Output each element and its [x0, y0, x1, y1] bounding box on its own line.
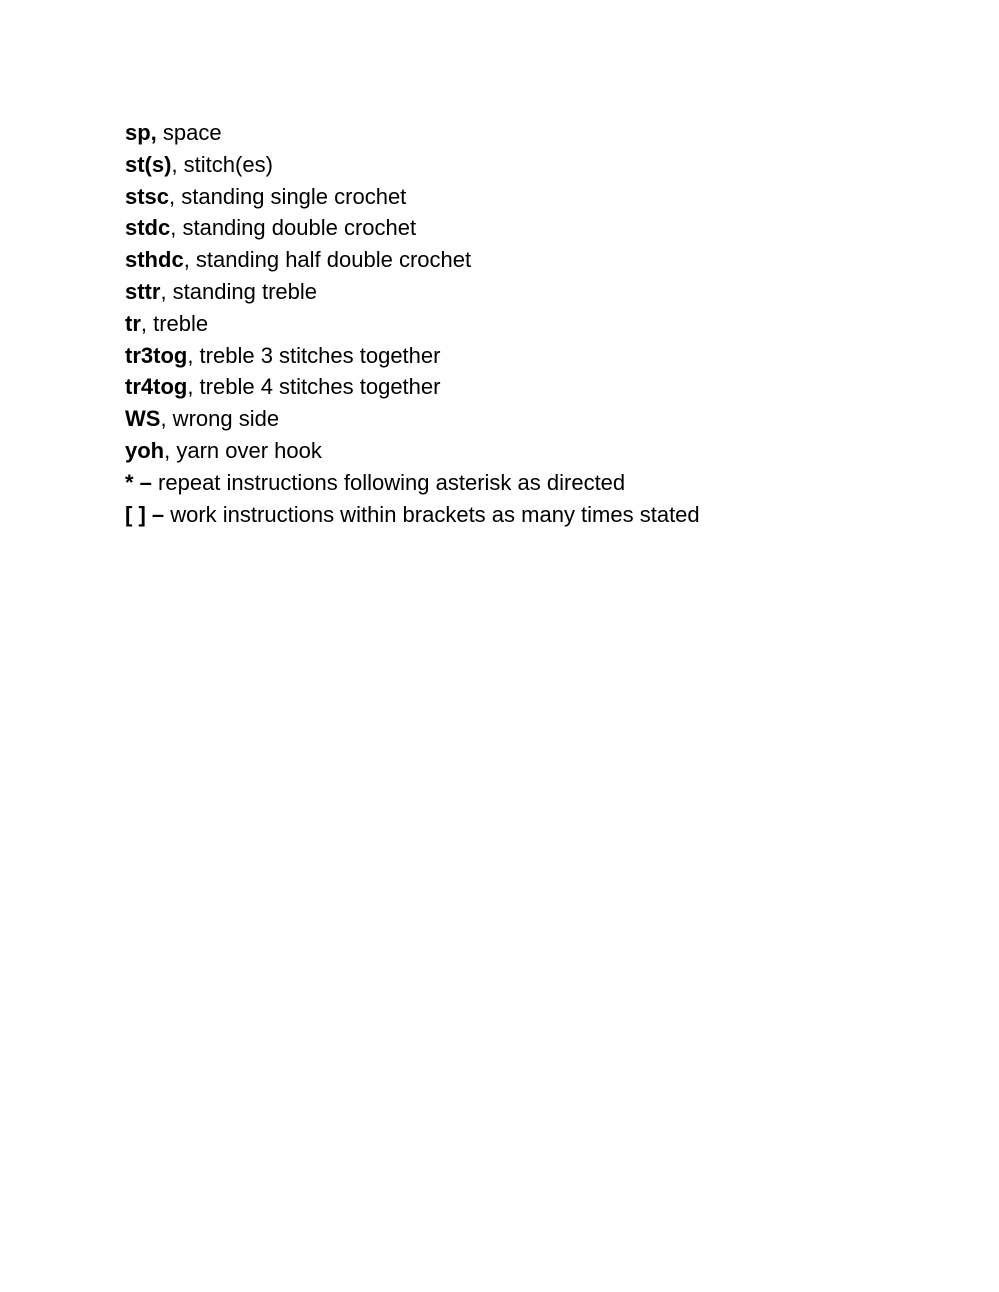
abbreviation-entry: [125, 149, 700, 181]
abbreviation-definition: work instructions within brackets as many times stated: [164, 501, 700, 527]
abbreviation-definition: , standing single crochet: [169, 183, 407, 209]
abbreviation-definition: , treble 4 stitches together: [187, 374, 441, 400]
abbreviation-entry: [125, 244, 700, 276]
abbreviation-term: * –: [125, 469, 152, 495]
abbreviation-term: sttr: [125, 278, 161, 304]
abbreviation-entry: [125, 212, 700, 244]
abbreviation-term: st(s): [125, 151, 172, 177]
abbreviation-term: tr4tog: [125, 374, 188, 400]
abbreviation-entry: [125, 308, 700, 340]
abbreviation-term: sp,: [125, 120, 157, 145]
abbreviation-entry: [125, 371, 700, 403]
abbreviation-term: sthdc: [125, 247, 184, 273]
abbreviation-definition: , standing treble: [160, 278, 317, 304]
abbreviation-definition: , stitch(es): [171, 151, 273, 177]
abbreviation-term: tr3tog: [125, 342, 188, 368]
abbreviation-definition: , yarn over hook: [164, 437, 322, 463]
abbreviation-term: WS: [125, 406, 161, 432]
abbreviation-term: stsc: [125, 183, 170, 209]
abbreviation-definition: , standing double crochet: [170, 215, 417, 241]
abbreviation-entry: [125, 276, 700, 308]
abbreviation-definition: , wrong side: [160, 406, 280, 432]
abbreviation-term: yoh: [125, 437, 165, 463]
abbreviation-entry: [125, 499, 700, 531]
abbreviation-definition: , treble 3 stitches together: [187, 342, 441, 368]
abbreviation-definition: , standing half double crochet: [183, 247, 472, 273]
abbreviation-entry: [125, 435, 700, 467]
abbreviation-term: tr: [125, 310, 141, 336]
abbreviation-definition: , treble: [140, 310, 209, 336]
abbreviation-entry: [125, 403, 700, 435]
abbreviation-definition: repeat instructions following asterisk as directed: [151, 469, 626, 495]
abbreviation-definition: space: [156, 120, 222, 145]
abbreviation-entry: [125, 181, 700, 213]
abbreviation-entry: [125, 467, 700, 499]
abbreviation-entry: [125, 340, 700, 372]
abbreviation-term: stdc: [125, 215, 171, 241]
abbreviation-term: [ ] –: [125, 501, 165, 527]
abbreviation-list: [125, 117, 700, 530]
abbreviation-entry: [125, 117, 700, 149]
